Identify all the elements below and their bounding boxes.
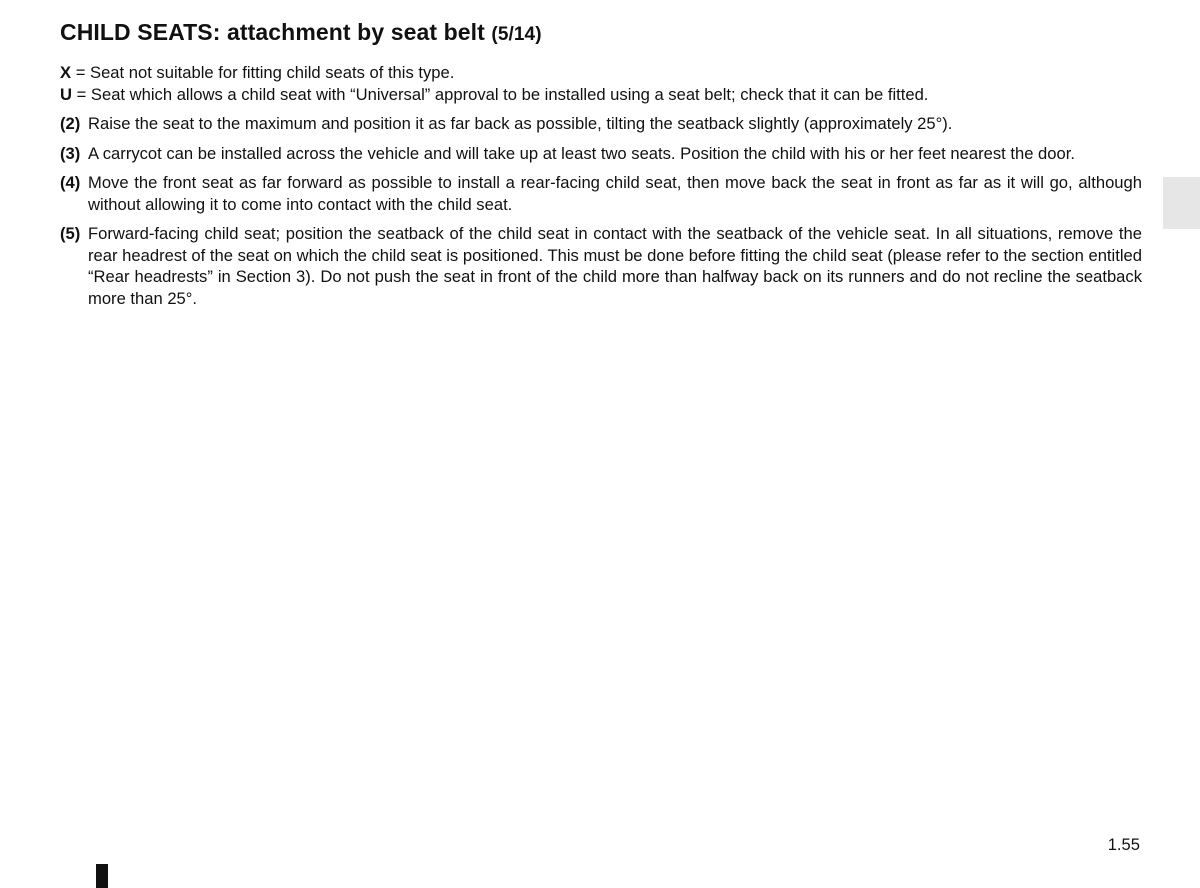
legend-key: X — [60, 63, 72, 82]
page-title-text: CHILD SEATS: attachment by seat belt — [60, 19, 485, 45]
page-title-counter: (5/14) — [491, 24, 542, 45]
section-side-tab — [1163, 177, 1200, 229]
note-text: A carrycot can be installed across the vehicle and will take up at least two seats. Position the child with his or her feet nearest the door. — [88, 143, 1075, 163]
note-text: Raise the seat to the maximum and position it as far back as possible, tilting the seatback slightly (approximately 25°). — [88, 114, 953, 133]
page-title — [60, 19, 542, 46]
note-5 — [60, 223, 1142, 309]
note-number: (4) — [60, 173, 81, 192]
legend-key: U — [60, 84, 72, 104]
legend-u — [60, 84, 1142, 106]
page-number: 1.55 — [1107, 835, 1140, 854]
note-text: Forward-facing child seat; position the seatback of the child seat in contact with the seatback of the vehicle seat. In all situations, remove the rear headrest of the seat on which the child seat is positioned. This must be done before fitting the child seat (please refer to the section entitled “Rear headrests” in Section 3). Do not push the seat in front of the child more than halfway back on its runners and do not recline the seatback more than 25°. — [88, 224, 1142, 308]
note-text: Move the front seat as far forward as possible to install a rear-facing child seat, then move back the seat in front as far as it will go, although without allowing it to come into contact with the child seat. — [88, 173, 1142, 214]
legend-text: = Seat which allows a child seat with “Universal” approval to be installed using a seat belt; check that it can be fitted. — [76, 84, 929, 104]
note-number: (2) — [60, 114, 81, 133]
page-edge-mark — [96, 864, 108, 888]
note-3 — [60, 143, 1142, 165]
note-4 — [60, 172, 1142, 215]
note-number: (5) — [60, 224, 81, 243]
note-2 — [60, 113, 1142, 135]
note-number: (3) — [60, 143, 81, 163]
legend-x — [60, 62, 1142, 84]
notes-section — [60, 62, 1142, 309]
legend-text: = Seat not suitable for fitting child seats of this type. — [75, 63, 455, 82]
